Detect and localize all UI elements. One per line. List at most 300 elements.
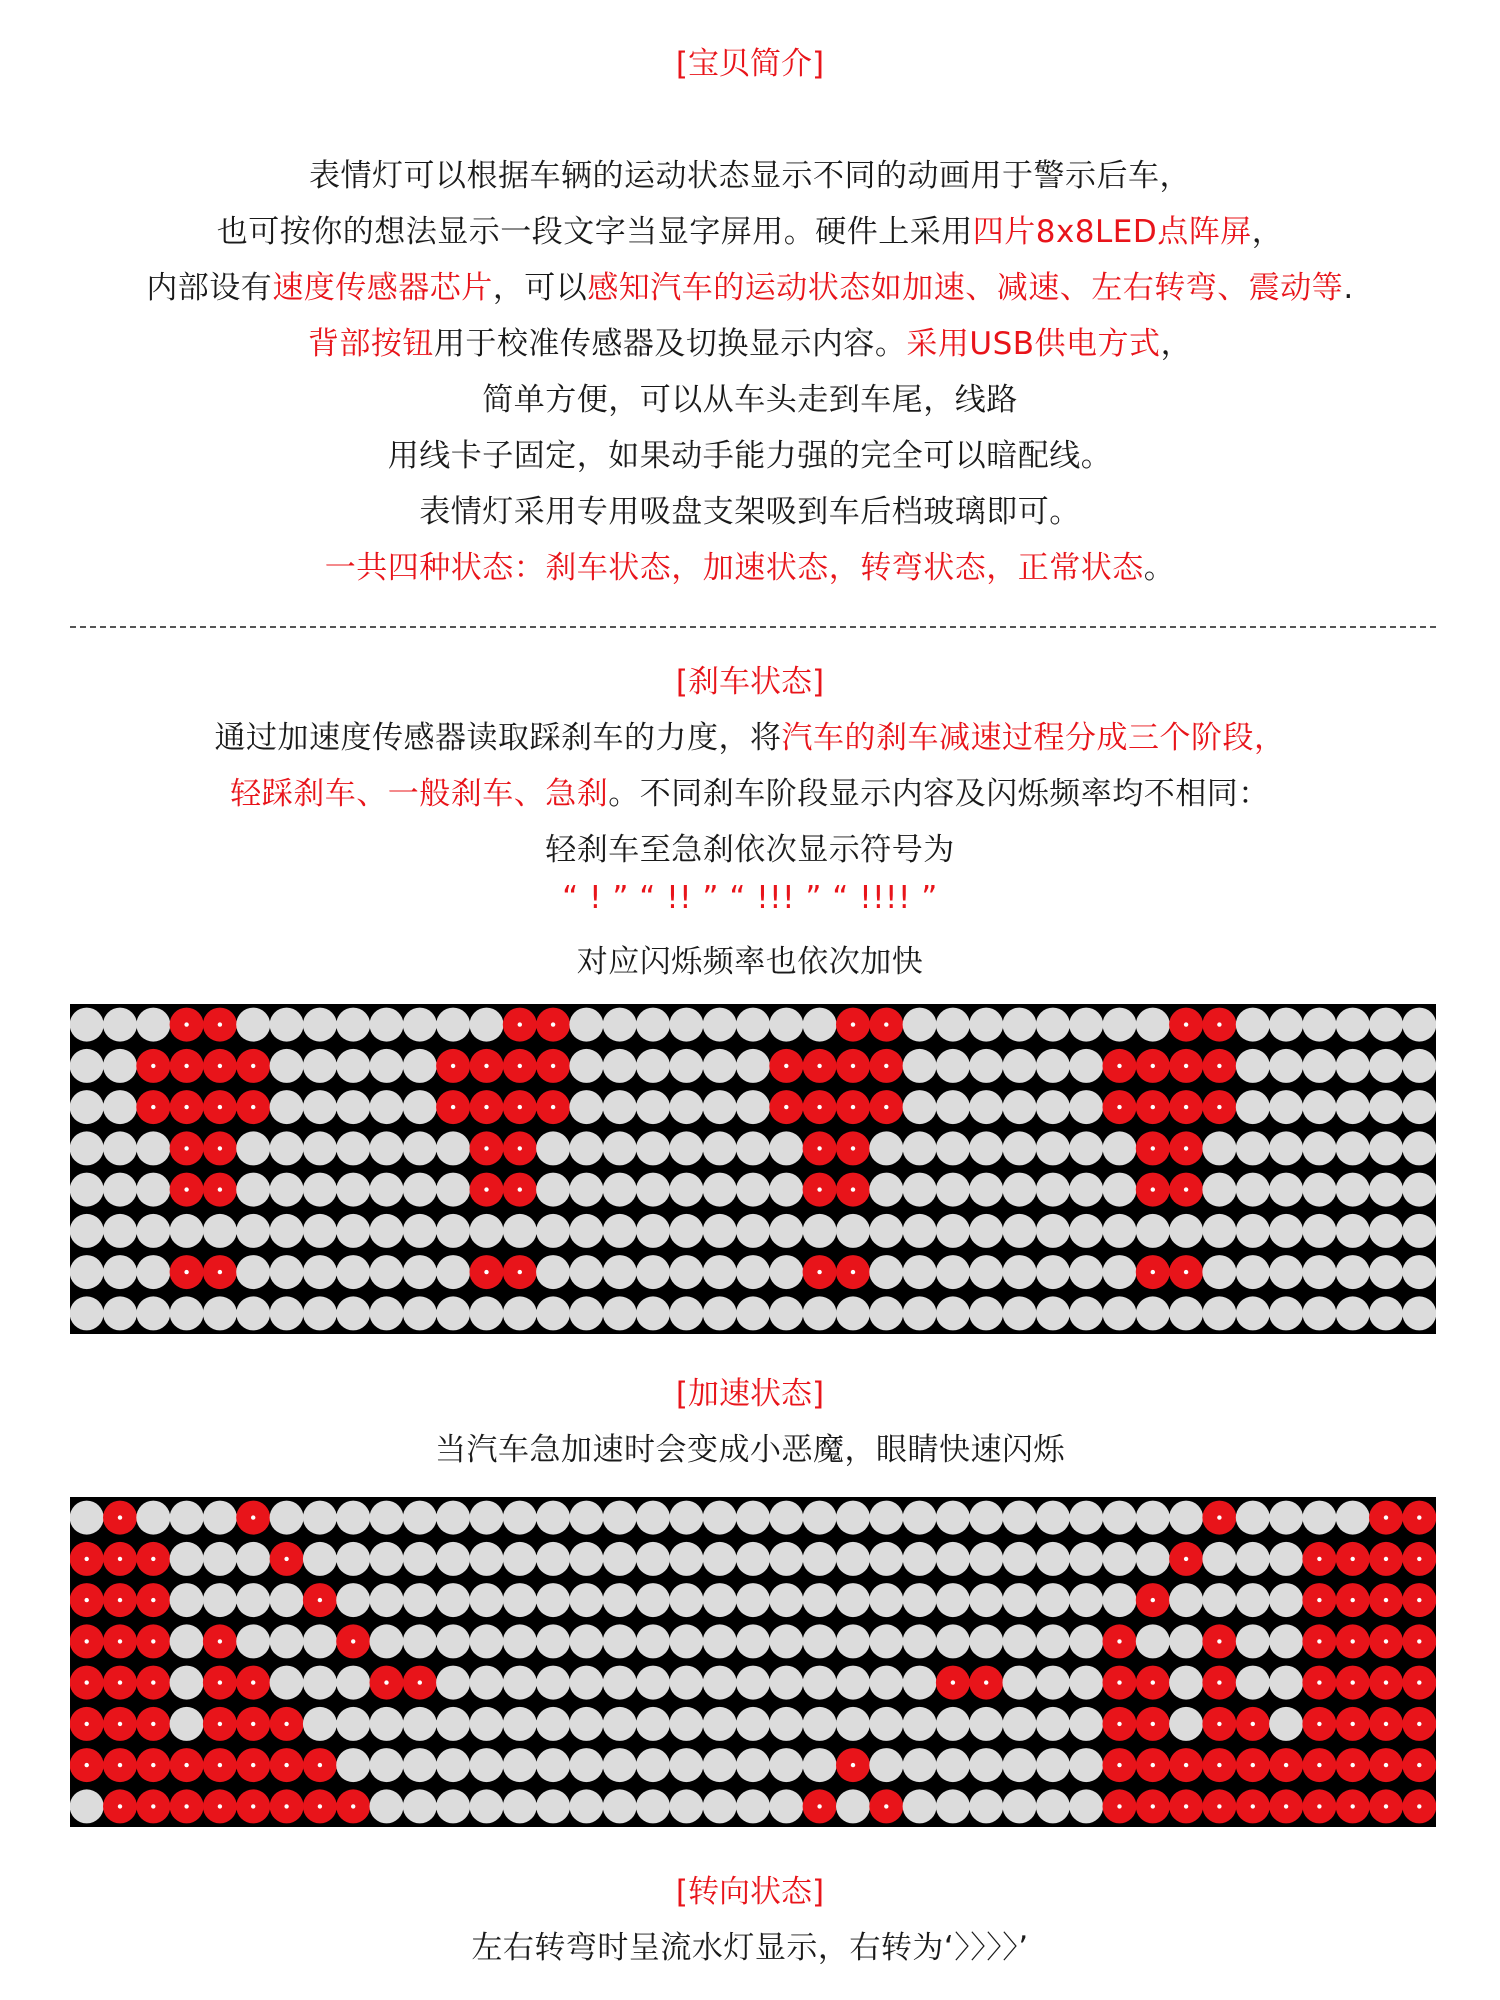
led-off bbox=[1036, 1090, 1070, 1124]
led-off bbox=[1236, 1542, 1270, 1576]
led-off bbox=[370, 1255, 404, 1289]
led-off bbox=[503, 1214, 537, 1248]
led-center-dot bbox=[218, 1763, 222, 1767]
led-center-dot bbox=[1151, 1270, 1155, 1274]
led-off bbox=[636, 1542, 670, 1576]
led-off bbox=[1336, 1296, 1370, 1330]
led-off bbox=[303, 1131, 337, 1165]
led-off bbox=[1269, 1049, 1303, 1083]
led-off bbox=[1269, 1501, 1303, 1535]
led-center-dot bbox=[1251, 1804, 1255, 1808]
led-center-dot bbox=[817, 1105, 821, 1109]
led-off bbox=[403, 1008, 437, 1042]
led-off bbox=[203, 1542, 237, 1576]
led-off bbox=[969, 1707, 1003, 1741]
body-text: ， bbox=[1160, 326, 1193, 362]
led-center-dot bbox=[1184, 1146, 1188, 1150]
text-line bbox=[0, 1424, 1500, 1469]
led-center-dot bbox=[1351, 1722, 1355, 1726]
led-center-dot bbox=[1184, 1557, 1188, 1561]
led-off bbox=[1236, 1296, 1270, 1330]
led-off bbox=[1369, 1173, 1403, 1207]
led-off bbox=[536, 1214, 570, 1248]
led-off bbox=[270, 1008, 304, 1042]
led-center-dot bbox=[484, 1064, 488, 1068]
led-off bbox=[736, 1008, 770, 1042]
text-line bbox=[0, 262, 1500, 307]
led-off bbox=[470, 1789, 504, 1823]
led-off bbox=[270, 1090, 304, 1124]
led-off bbox=[636, 1624, 670, 1658]
led-off bbox=[1036, 1049, 1070, 1083]
led-off bbox=[236, 1296, 270, 1330]
led-center-dot bbox=[251, 1680, 255, 1684]
led-off bbox=[736, 1624, 770, 1658]
led-off bbox=[1003, 1501, 1037, 1535]
led-center-dot bbox=[851, 1270, 855, 1274]
led-center-dot bbox=[518, 1146, 522, 1150]
led-off bbox=[1302, 1296, 1336, 1330]
led-off bbox=[1369, 1090, 1403, 1124]
led-center-dot bbox=[218, 1187, 222, 1191]
led-off bbox=[303, 1296, 337, 1330]
led-off bbox=[703, 1624, 737, 1658]
led-off bbox=[503, 1296, 537, 1330]
led-off bbox=[936, 1583, 970, 1617]
led-center-dot bbox=[218, 1639, 222, 1643]
led-off bbox=[969, 1173, 1003, 1207]
led-off bbox=[503, 1707, 537, 1741]
led-off bbox=[836, 1501, 870, 1535]
led-off bbox=[569, 1542, 603, 1576]
led-off bbox=[1269, 1542, 1303, 1576]
led-off bbox=[903, 1173, 937, 1207]
led-off bbox=[703, 1542, 737, 1576]
led-off bbox=[336, 1049, 370, 1083]
led-off bbox=[270, 1214, 304, 1248]
led-off bbox=[1069, 1173, 1103, 1207]
led-center-dot bbox=[1317, 1722, 1321, 1726]
led-off bbox=[1169, 1214, 1203, 1248]
led-off bbox=[669, 1049, 703, 1083]
text-line bbox=[0, 712, 1500, 757]
led-off bbox=[303, 1214, 337, 1248]
led-off bbox=[703, 1090, 737, 1124]
led-center-dot bbox=[1384, 1804, 1388, 1808]
led-center-dot bbox=[184, 1270, 188, 1274]
led-off bbox=[769, 1707, 803, 1741]
led-off bbox=[270, 1296, 304, 1330]
led-off bbox=[636, 1583, 670, 1617]
led-off bbox=[1036, 1296, 1070, 1330]
led-off bbox=[969, 1501, 1003, 1535]
led-off bbox=[336, 1583, 370, 1617]
led-off bbox=[1036, 1789, 1070, 1823]
led-off bbox=[936, 1542, 970, 1576]
led-off bbox=[803, 1501, 837, 1535]
led-off bbox=[969, 1789, 1003, 1823]
led-center-dot bbox=[85, 1680, 89, 1684]
body-text: 左右转弯时呈流水灯显示，右转为‘〉〉〉〉’ bbox=[471, 1930, 1029, 1966]
led-center-dot bbox=[218, 1270, 222, 1274]
led-center-dot bbox=[1184, 1270, 1188, 1274]
led-off bbox=[303, 1173, 337, 1207]
led-off bbox=[969, 1049, 1003, 1083]
led-off bbox=[869, 1707, 903, 1741]
led-off bbox=[869, 1666, 903, 1700]
led-off bbox=[203, 1296, 237, 1330]
led-off bbox=[1069, 1296, 1103, 1330]
brake-heading: [刹车状态] bbox=[675, 664, 825, 700]
led-off bbox=[1236, 1008, 1270, 1042]
led-center-dot bbox=[184, 1763, 188, 1767]
accel-heading: [加速状态] bbox=[675, 1376, 825, 1412]
text-line bbox=[0, 1922, 1500, 1967]
led-off bbox=[803, 1748, 837, 1782]
led-off bbox=[569, 1214, 603, 1248]
led-off bbox=[1069, 1707, 1103, 1741]
led-off bbox=[70, 1789, 104, 1823]
led-center-dot bbox=[1284, 1804, 1288, 1808]
led-center-dot bbox=[817, 1187, 821, 1191]
led-off bbox=[769, 1255, 803, 1289]
led-off bbox=[736, 1666, 770, 1700]
led-center-dot bbox=[218, 1680, 222, 1684]
led-off bbox=[1103, 1131, 1137, 1165]
led-off bbox=[1036, 1008, 1070, 1042]
led-off bbox=[1136, 1624, 1170, 1658]
led-off bbox=[436, 1583, 470, 1617]
body-text: . bbox=[1343, 270, 1354, 306]
led-off bbox=[403, 1542, 437, 1576]
led-center-dot bbox=[1117, 1763, 1121, 1767]
led-off bbox=[903, 1542, 937, 1576]
led-off bbox=[836, 1296, 870, 1330]
led-center-dot bbox=[318, 1598, 322, 1602]
led-off bbox=[370, 1090, 404, 1124]
led-off bbox=[669, 1501, 703, 1535]
led-off bbox=[170, 1707, 204, 1741]
led-center-dot bbox=[484, 1105, 488, 1109]
turn-heading: [转向状态] bbox=[675, 1874, 825, 1910]
led-off bbox=[969, 1748, 1003, 1782]
led-off bbox=[569, 1624, 603, 1658]
body-text: 用于校准传感器及切换显示内容。 bbox=[433, 326, 907, 362]
led-center-dot bbox=[518, 1064, 522, 1068]
led-off bbox=[969, 1008, 1003, 1042]
led-off bbox=[170, 1214, 204, 1248]
led-center-dot bbox=[1417, 1557, 1421, 1561]
led-off bbox=[1402, 1049, 1436, 1083]
led-off bbox=[1069, 1131, 1103, 1165]
led-center-dot bbox=[118, 1680, 122, 1684]
led-off bbox=[1369, 1255, 1403, 1289]
led-off bbox=[869, 1296, 903, 1330]
led-off bbox=[536, 1501, 570, 1535]
led-off bbox=[1269, 1255, 1303, 1289]
led-center-dot bbox=[351, 1639, 355, 1643]
led-off bbox=[103, 1296, 137, 1330]
led-off bbox=[1169, 1583, 1203, 1617]
led-off bbox=[1236, 1624, 1270, 1658]
led-off bbox=[803, 1666, 837, 1700]
led-center-dot bbox=[1284, 1763, 1288, 1767]
led-off bbox=[370, 1008, 404, 1042]
led-off bbox=[736, 1501, 770, 1535]
led-off bbox=[170, 1542, 204, 1576]
led-center-dot bbox=[1117, 1722, 1121, 1726]
led-off bbox=[603, 1296, 637, 1330]
led-off bbox=[203, 1214, 237, 1248]
led-off bbox=[669, 1707, 703, 1741]
text-line bbox=[0, 936, 1500, 981]
led-off bbox=[1036, 1748, 1070, 1782]
led-off bbox=[1103, 1296, 1137, 1330]
led-off bbox=[1236, 1666, 1270, 1700]
led-center-dot bbox=[1151, 1722, 1155, 1726]
led-off bbox=[936, 1090, 970, 1124]
led-center-dot bbox=[851, 1064, 855, 1068]
led-center-dot bbox=[1117, 1639, 1121, 1643]
led-off bbox=[769, 1501, 803, 1535]
body-text: 。不同刹车阶段显示内容及闪烁频率均不相同： bbox=[608, 776, 1270, 812]
led-off bbox=[1069, 1090, 1103, 1124]
led-off bbox=[569, 1131, 603, 1165]
led-center-dot bbox=[1151, 1146, 1155, 1150]
led-off bbox=[1202, 1255, 1236, 1289]
led-off bbox=[336, 1090, 370, 1124]
led-off bbox=[1103, 1173, 1137, 1207]
led-center-dot bbox=[851, 1022, 855, 1026]
led-off bbox=[1302, 1008, 1336, 1042]
led-off bbox=[436, 1542, 470, 1576]
led-off bbox=[703, 1214, 737, 1248]
highlight-text: 背部按钮 bbox=[307, 326, 434, 362]
body-text: 用线卡子固定，如果动手能力强的完全可以暗配线。 bbox=[387, 438, 1113, 474]
led-off bbox=[736, 1542, 770, 1576]
led-off bbox=[1036, 1214, 1070, 1248]
led-center-dot bbox=[1251, 1763, 1255, 1767]
led-center-dot bbox=[1184, 1064, 1188, 1068]
led-off bbox=[869, 1748, 903, 1782]
led-center-dot bbox=[151, 1680, 155, 1684]
led-off bbox=[236, 1131, 270, 1165]
led-center-dot bbox=[118, 1763, 122, 1767]
led-off bbox=[736, 1583, 770, 1617]
led-off bbox=[936, 1624, 970, 1658]
led-off bbox=[1402, 1296, 1436, 1330]
led-center-dot bbox=[884, 1105, 888, 1109]
led-center-dot bbox=[1184, 1187, 1188, 1191]
led-center-dot bbox=[118, 1639, 122, 1643]
led-off bbox=[736, 1131, 770, 1165]
led-off bbox=[236, 1542, 270, 1576]
led-off bbox=[569, 1008, 603, 1042]
led-off bbox=[869, 1501, 903, 1535]
led-off bbox=[370, 1542, 404, 1576]
led-off bbox=[136, 1131, 170, 1165]
led-center-dot bbox=[851, 1105, 855, 1109]
led-off bbox=[736, 1789, 770, 1823]
led-center-dot bbox=[151, 1763, 155, 1767]
text-line bbox=[0, 150, 1500, 195]
led-center-dot bbox=[1217, 1639, 1221, 1643]
led-off bbox=[1236, 1049, 1270, 1083]
led-off bbox=[736, 1296, 770, 1330]
led-off bbox=[936, 1173, 970, 1207]
led-off bbox=[903, 1214, 937, 1248]
body-text: ，可以 bbox=[492, 270, 588, 306]
body-text: 当汽车急加速时会变成小恶魔，眼睛快速闪烁 bbox=[435, 1432, 1065, 1468]
led-center-dot bbox=[484, 1187, 488, 1191]
led-off bbox=[1269, 1624, 1303, 1658]
led-center-dot bbox=[518, 1270, 522, 1274]
led-off bbox=[536, 1255, 570, 1289]
text-line bbox=[0, 880, 1500, 916]
led-off bbox=[436, 1748, 470, 1782]
led-off bbox=[1336, 1173, 1370, 1207]
led-center-dot bbox=[218, 1804, 222, 1808]
led-off bbox=[270, 1255, 304, 1289]
led-center-dot bbox=[184, 1105, 188, 1109]
led-center-dot bbox=[251, 1064, 255, 1068]
led-off bbox=[336, 1501, 370, 1535]
led-off bbox=[769, 1296, 803, 1330]
led-off bbox=[603, 1501, 637, 1535]
led-off bbox=[1069, 1624, 1103, 1658]
led-off bbox=[303, 1666, 337, 1700]
led-off bbox=[170, 1296, 204, 1330]
led-center-dot bbox=[118, 1722, 122, 1726]
led-off bbox=[669, 1090, 703, 1124]
led-off bbox=[1269, 1296, 1303, 1330]
led-off bbox=[503, 1748, 537, 1782]
led-off bbox=[603, 1008, 637, 1042]
led-off bbox=[836, 1214, 870, 1248]
led-off bbox=[703, 1666, 737, 1700]
led-center-dot bbox=[1184, 1804, 1188, 1808]
led-off bbox=[903, 1789, 937, 1823]
led-off bbox=[869, 1131, 903, 1165]
led-off bbox=[370, 1173, 404, 1207]
highlight-text: 轻踩刹车、一般刹车、急刹 bbox=[230, 776, 609, 812]
led-off bbox=[736, 1214, 770, 1248]
led-off bbox=[336, 1173, 370, 1207]
led-off bbox=[569, 1501, 603, 1535]
led-off bbox=[636, 1789, 670, 1823]
led-center-dot bbox=[184, 1064, 188, 1068]
led-off bbox=[1169, 1707, 1203, 1741]
led-off bbox=[1269, 1008, 1303, 1042]
led-off bbox=[103, 1008, 137, 1042]
led-off bbox=[936, 1296, 970, 1330]
led-center-dot bbox=[551, 1064, 555, 1068]
highlight-text: 速度传感器芯片 bbox=[272, 270, 493, 306]
led-off bbox=[1003, 1090, 1037, 1124]
led-off bbox=[103, 1090, 137, 1124]
led-center-dot bbox=[151, 1105, 155, 1109]
led-off bbox=[336, 1748, 370, 1782]
led-off bbox=[569, 1789, 603, 1823]
led-off bbox=[636, 1666, 670, 1700]
led-off bbox=[803, 1624, 837, 1658]
led-off bbox=[1236, 1214, 1270, 1248]
led-off bbox=[869, 1173, 903, 1207]
led-center-dot bbox=[551, 1105, 555, 1109]
led-off bbox=[403, 1090, 437, 1124]
led-off bbox=[1336, 1090, 1370, 1124]
led-off bbox=[1003, 1214, 1037, 1248]
led-center-dot bbox=[85, 1639, 89, 1643]
led-off bbox=[869, 1583, 903, 1617]
led-center-dot bbox=[118, 1515, 122, 1519]
led-off bbox=[603, 1090, 637, 1124]
led-center-dot bbox=[184, 1187, 188, 1191]
led-off bbox=[769, 1131, 803, 1165]
led-center-dot bbox=[984, 1680, 988, 1684]
led-off bbox=[370, 1131, 404, 1165]
led-center-dot bbox=[851, 1187, 855, 1191]
led-off bbox=[903, 1296, 937, 1330]
led-center-dot bbox=[518, 1022, 522, 1026]
led-center-dot bbox=[851, 1763, 855, 1767]
body-text: 。 bbox=[1143, 550, 1176, 586]
led-off bbox=[1336, 1049, 1370, 1083]
led-off bbox=[669, 1008, 703, 1042]
led-off bbox=[470, 1707, 504, 1741]
led-off bbox=[569, 1255, 603, 1289]
led-off bbox=[1402, 1255, 1436, 1289]
led-center-dot bbox=[1184, 1763, 1188, 1767]
led-off bbox=[103, 1214, 137, 1248]
led-off bbox=[703, 1296, 737, 1330]
led-off bbox=[569, 1173, 603, 1207]
led-off bbox=[703, 1707, 737, 1741]
led-off bbox=[836, 1583, 870, 1617]
led-off bbox=[703, 1748, 737, 1782]
accel-led-display bbox=[70, 1497, 1436, 1827]
led-off bbox=[503, 1666, 537, 1700]
led-off bbox=[936, 1707, 970, 1741]
led-off bbox=[1103, 1008, 1137, 1042]
led-center-dot bbox=[951, 1680, 955, 1684]
led-off bbox=[1003, 1008, 1037, 1042]
led-off bbox=[103, 1049, 137, 1083]
led-off bbox=[669, 1296, 703, 1330]
led-center-dot bbox=[1384, 1722, 1388, 1726]
led-off bbox=[603, 1255, 637, 1289]
highlight-text: 汽车的刹车减速过程分成三个阶段， bbox=[781, 720, 1286, 756]
led-off bbox=[736, 1049, 770, 1083]
led-off bbox=[1103, 1501, 1137, 1535]
accel-led-matrix bbox=[70, 1497, 1436, 1827]
led-off bbox=[936, 1049, 970, 1083]
led-center-dot bbox=[1217, 1722, 1221, 1726]
led-center-dot bbox=[1351, 1598, 1355, 1602]
text-line bbox=[0, 318, 1500, 363]
led-center-dot bbox=[1417, 1515, 1421, 1519]
led-off bbox=[836, 1624, 870, 1658]
led-off bbox=[1269, 1707, 1303, 1741]
led-center-dot bbox=[351, 1804, 355, 1808]
led-off bbox=[470, 1501, 504, 1535]
led-off bbox=[70, 1296, 104, 1330]
led-off bbox=[70, 1049, 104, 1083]
led-off bbox=[769, 1666, 803, 1700]
led-off bbox=[436, 1173, 470, 1207]
intro-heading: [宝贝简介] bbox=[675, 46, 825, 82]
led-off bbox=[103, 1255, 137, 1289]
